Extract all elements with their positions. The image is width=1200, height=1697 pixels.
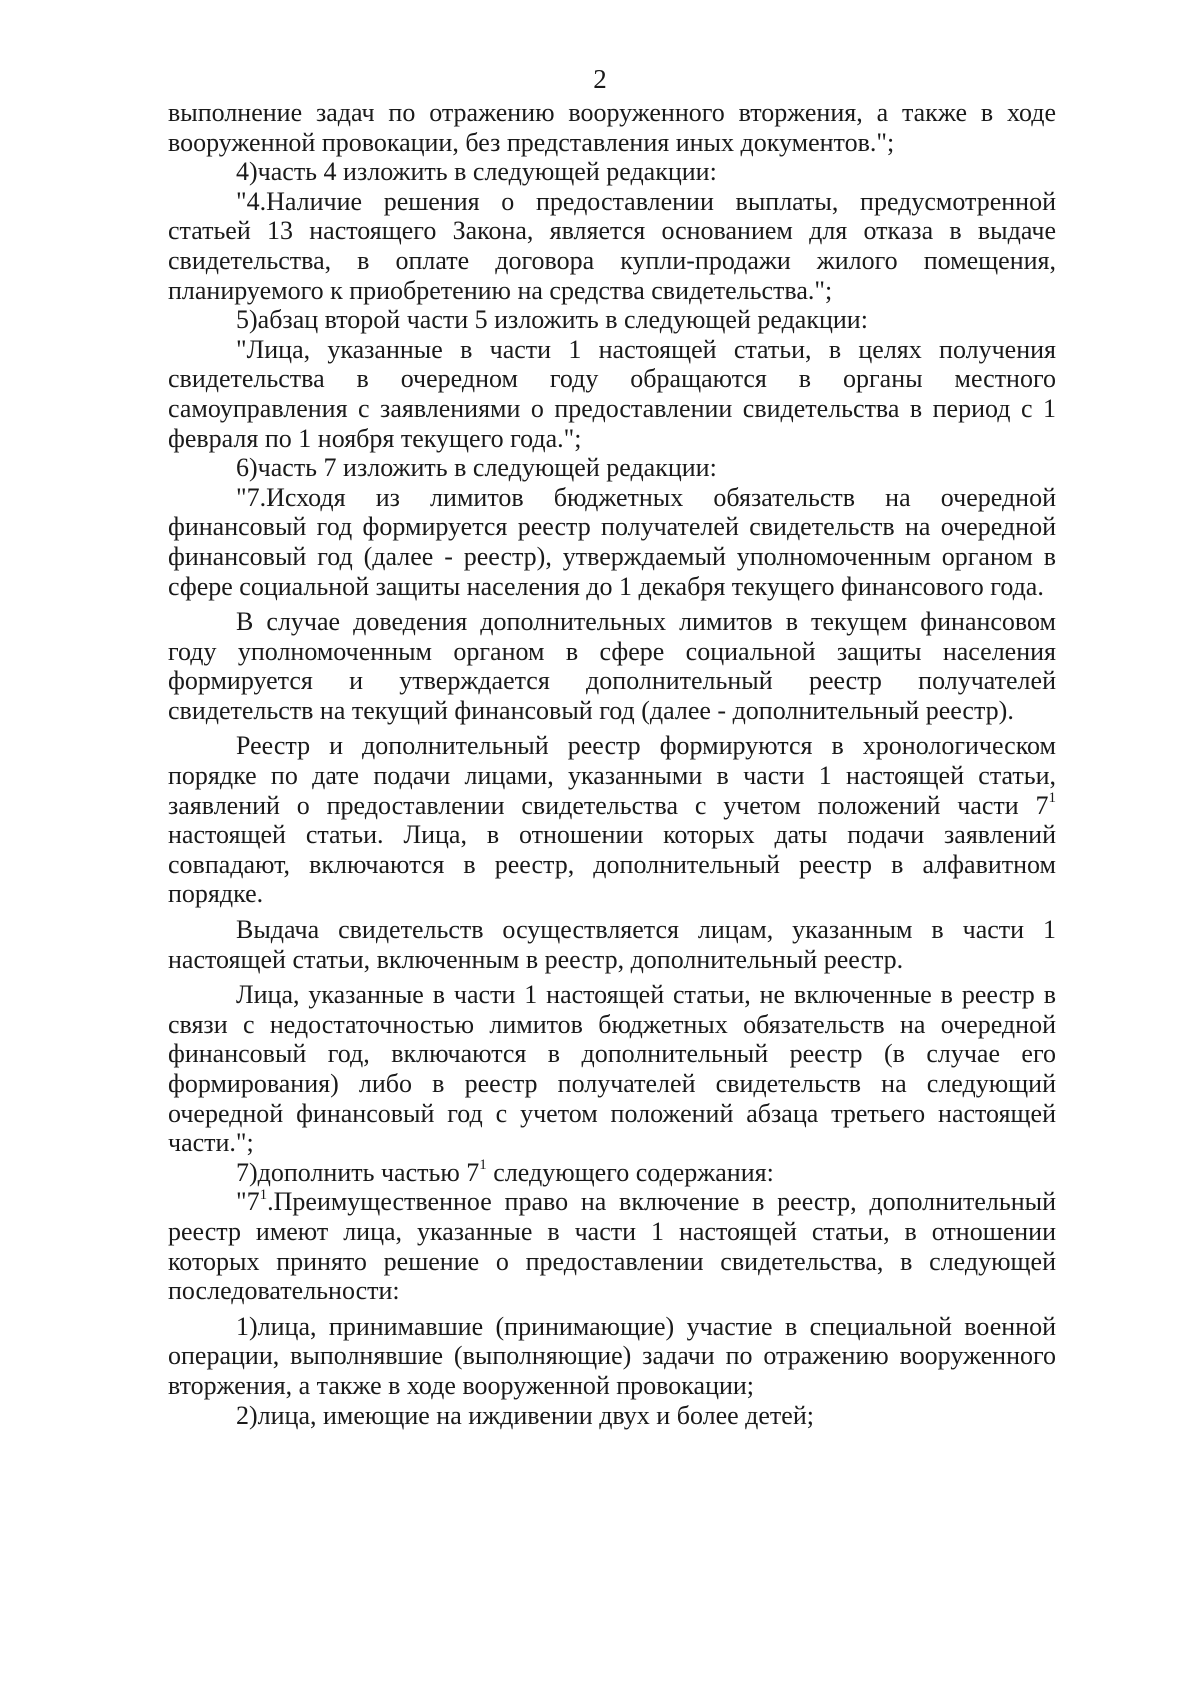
text-segment: следующего содержания: bbox=[486, 1157, 774, 1187]
paragraph-part-7-text: "7.Исходя из лимитов бюджетных обязательств на очередной финансовый год формируется реестр получателей свидетельств на очередной финансовый год (далее - реестр), утверждаемый уполномоченным органом в сфере социальной защиты населения до 1 декабря текущего финансового года. bbox=[168, 482, 1056, 601]
document-body bbox=[168, 98, 1056, 1430]
paragraph-certificate-issue: Выдача свидетельств осуществляется лицам, указанным в части 1 настоящей статьи, включенным в реестр, дополнительный реестр. bbox=[168, 915, 1056, 974]
paragraph-continuation: выполнение задач по отражению вооруженного вторжения, а также в ходе вооруженной провокации, без представления иных документов."; bbox=[168, 98, 1056, 157]
text-segment: "7 bbox=[236, 1187, 260, 1217]
paragraph-part-7-1-text bbox=[168, 1187, 1056, 1305]
paragraph-priority-1: 1)лица, принимавшие (принимающие) участие в специальной военной операции, выполнявшие (выполняющие) задачи по отражению вооруженного вторжения, а также в ходе вооруженной провокации; bbox=[168, 1311, 1056, 1400]
superscript: 1 bbox=[479, 1157, 487, 1174]
paragraph-part-4-text: "4.Наличие решения о предоставлении выплаты, предусмотренной статьей 13 настоящего Закона, является основанием для отказа в выдаче свидетельства, в оплате договора купли-продажи жилого помещения, планируемого к приобретению на средства свидетельства."; bbox=[168, 186, 1056, 305]
text-segment: .Преимущественное право на включение в реестр, дополнительный реестр имеют лица, указанные в части 1 настоящей статьи, в отношении которых принято решение о предоставлении свидетельства, в следующей последовательности: bbox=[168, 1187, 1056, 1306]
paragraph-item-7 bbox=[168, 1158, 1056, 1188]
paragraph-part-5-text: "Лица, указанные в части 1 настоящей статьи, в целях получения свидетельства в очередном году обращаются в органы местного самоуправления с заявлениями о предоставлении свидетельства в период с 1 февраля по 1 ноября текущего года."; bbox=[168, 334, 1056, 453]
paragraph-priority-2: 2)лица, имеющие на иждивении двух и более детей; bbox=[236, 1400, 814, 1430]
paragraph-registry-order bbox=[168, 731, 1056, 909]
paragraph-item-6: 6)часть 7 изложить в следующей редакции: bbox=[236, 453, 717, 483]
paragraph-item-4: 4)часть 4 изложить в следующей редакции: bbox=[236, 157, 717, 187]
paragraph-item-5: 5)абзац второй части 5 изложить в следующей редакции: bbox=[236, 305, 868, 335]
page-number: 2 bbox=[593, 64, 607, 94]
text-segment: настоящей статьи. Лица, в отношении которых даты подачи заявлений совпадают, включаются в реестр, дополнительный реестр в алфавитном порядке. bbox=[168, 820, 1056, 909]
superscript: 1 bbox=[1048, 790, 1056, 806]
text-segment: Реестр и дополнительный реестр формируются в хронологическом порядке по дате подачи лицами, указанными в части 1 настоящей статьи, заявлений о предоставлении свидетельства с учетом положений части 7 bbox=[168, 731, 1056, 820]
text-segment: 7)дополнить частью 7 bbox=[236, 1157, 480, 1187]
superscript: 1 bbox=[259, 1186, 268, 1203]
paragraph-additional-limits: В случае доведения дополнительных лимитов в текущем финансовом году уполномоченным органом в сфере социальной защиты населения формируется и утверждается дополнительный реестр получателей свидетельств на текущий финансовый год (далее - дополнительный реестр). bbox=[168, 607, 1056, 725]
paragraph-not-included: Лица, указанные в части 1 настоящей статьи, не включенные в реестр в связи с недостаточностью лимитов бюджетных обязательств на очередной финансовый год, включаются в дополнительный реестр (в случае его формирования) либо в реестр получателей свидетельств на следующий очередной финансовый год с учетом положений абзаца третьего настоящей части."; bbox=[168, 980, 1056, 1158]
